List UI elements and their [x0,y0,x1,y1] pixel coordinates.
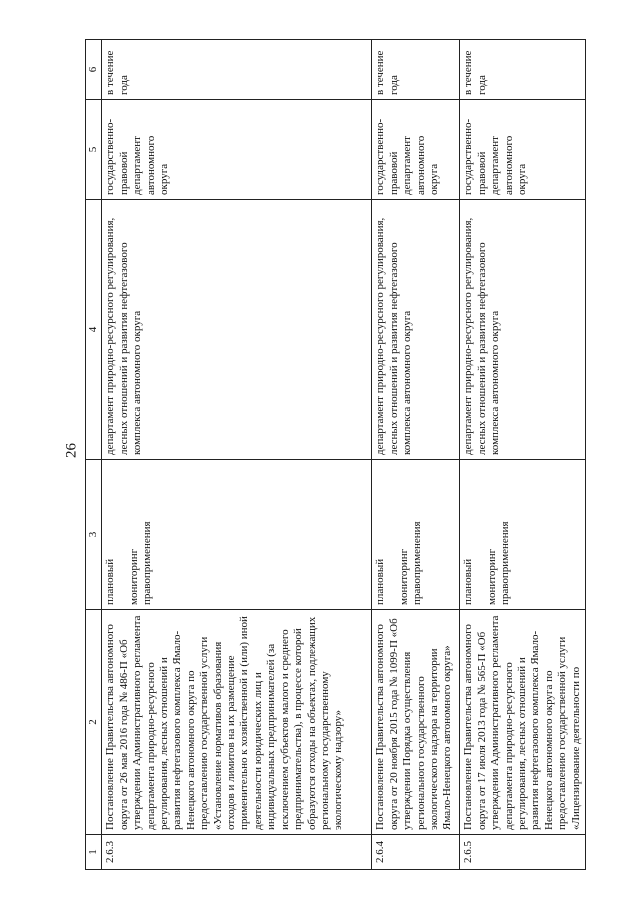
check-type-monitoring: мониторинг правоприменения [127,521,154,605]
row-number: 2.6.3 [102,835,372,870]
responsible-cell: департамент природно-ресурсного регулирования, лесных отношений и развития нефтегазового комплекса автономного округа [460,200,586,460]
check-type-cell [460,460,586,610]
check-type-monitoring: мониторинг правоприменения [485,521,512,605]
row-number: 2.6.4 [372,835,460,870]
term-cell: в течение года [372,40,460,100]
check-type-monitoring: мониторинг правоприменения [397,521,424,605]
document-cell: Постановление Правительства автономного округа от 26 мая 2016 года № 486-П «Об утверждении Административного регламента департамента природно-ресурсного регулирования, лесных отношений и развития нефтегазового комплекса Ямало-Ненецкого автономного округа по предоставлению государственной услуги «Установление нормативов образования отходов и лимитов на их размещение применительно к хозяйственной и (или) иной деятельности юридических лиц и индивидуальных предпринимателей (за исключением субъектов малого и среднего предпринимательства), в процессе которой образуются отходы на объектах, подлежащих региональному государственному экологическому надзору» [102,610,372,835]
table-row [102,40,372,870]
responsible-cell: департамент природно-ресурсного регулирования, лесных отношений и развития нефтегазового комплекса автономного округа [372,200,460,460]
term-cell: в течение года [460,40,586,100]
coexecutor-cell: государственно-правовой департамент автономного округа [372,100,460,200]
header-row [86,40,102,870]
row-number: 2.6.5 [460,835,586,870]
rotated-table-wrapper [85,40,582,870]
check-type-plan: плановый [104,558,117,605]
coexecutor-cell: государственно-правовой департамент автономного округа [102,100,372,200]
check-type-cell [102,460,372,610]
term-cell: в течение года [102,40,372,100]
check-type-plan: плановый [462,558,475,605]
document-cell: Постановление Правительства автономного округа от 20 ноября 2015 года № 1099-П «Об утверждении Порядка осуществления регионального государственного экологического надзора на территории Ямало-Ненецкого автономного округа» [372,610,460,835]
table-row [460,40,586,870]
table-row [372,40,460,870]
coexecutor-cell: государственно-правовой департамент автономного округа [460,100,586,200]
check-type-plan: плановый [374,558,387,605]
header-col-1: 1 [86,835,102,870]
page-number: 26 [63,443,80,458]
document-cell: Постановление Правительства автономного округа от 17 июля 2013 года № 565-П «Об утверждении Административного регламента департамента природно-ресурсного регулирования, лесных отношений и развития нефтегазового комплекса Ямало-Ненецкого автономного округа по предоставлению государственной услуги «Лицензирование деятельности по [460,610,586,835]
header-col-3: 3 [86,460,102,610]
check-type-cell [372,460,460,610]
header-col-5: 5 [86,100,102,200]
plan-table [85,39,586,870]
header-col-6: 6 [86,40,102,100]
responsible-cell: департамент природно-ресурсного регулирования, лесных отношений и развития нефтегазового комплекса автономного округа [102,200,372,460]
header-col-4: 4 [86,200,102,460]
header-col-2: 2 [86,610,102,835]
